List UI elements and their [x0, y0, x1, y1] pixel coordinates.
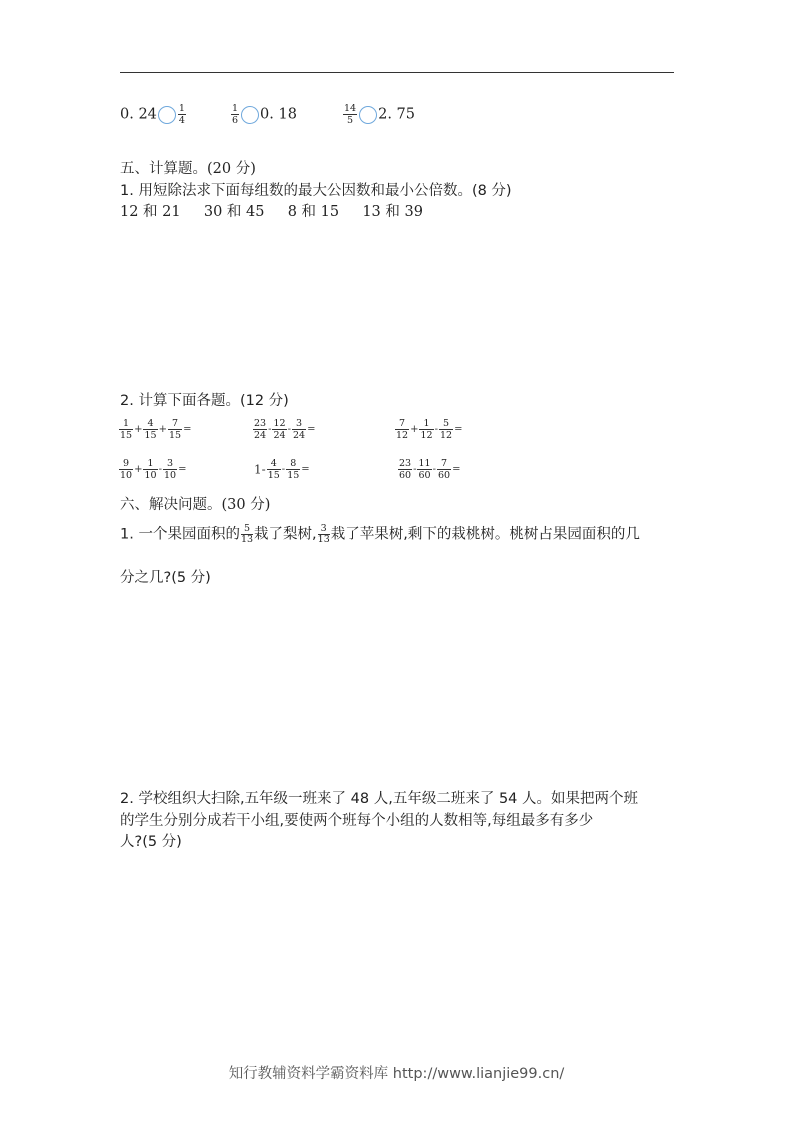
expression-5: 1- $\frac{4}{15}$ - $\frac{8}{15}$ =	[254, 458, 310, 481]
pair-4: 13 和 39	[362, 204, 423, 220]
compare-circle[interactable]	[241, 106, 259, 124]
expression-3: $\frac{7}{12}$ + $\frac{1}{12}$ - $\frac{5}{12}$ =	[396, 418, 463, 441]
pair-1: 12 和 21	[120, 204, 181, 220]
question-5-1: 1. 用短除法求下面每组数的最大公因数和最小公倍数。(8 分)	[120, 183, 512, 199]
compare-left-value: 0. 24	[120, 106, 157, 123]
fraction: $\frac{1}{6}$	[232, 103, 239, 126]
question-6-1-line-1: 1. 一个果园面积的 $\frac{5}{13}$ 栽了梨树, $\frac{3}{13}$ 栽了苹果树,剩下的栽桃树。桃树占果园面积的几	[120, 523, 640, 545]
fraction: $\frac{3}{13}$	[317, 523, 330, 545]
section-5-title: 五、计算题。(20 分)	[120, 161, 256, 177]
section-6-title: 六、解决问题。(30 分)	[120, 497, 271, 513]
compare-right-value: 0. 18	[260, 106, 297, 123]
expression-2: $\frac{23}{24}$ - $\frac{12}{24}$ - $\frac{3}{24}$ =	[254, 418, 316, 441]
compare-item-2	[230, 103, 297, 126]
question-6-1-line-2: 分之几?(5 分)	[120, 570, 211, 586]
expression-1: $\frac{1}{15}$ + $\frac{4}{15}$ + $\frac{7}{15}$ =	[120, 418, 192, 441]
compare-circle[interactable]	[359, 106, 377, 124]
fraction: $\frac{5}{13}$	[240, 523, 254, 545]
footer-watermark: 知行教辅资料学霸资料库 http://www.lianjie99.cn/	[228, 1066, 565, 1082]
top-rule	[120, 72, 674, 73]
question-6-2-line-2: 的学生分别分成若干小组,要使两个班每个小组的人数相等,每组最多有多少	[120, 813, 594, 829]
compare-item-3	[342, 103, 415, 126]
compare-circle[interactable]	[158, 106, 176, 124]
pair-3: 8 和 15	[287, 204, 340, 220]
fraction: $\frac{1}{4}$	[178, 103, 185, 126]
compare-item-1	[120, 103, 187, 126]
pair-2: 30 和 45	[203, 204, 265, 220]
question-5-2: 2. 计算下面各题。(12 分)	[120, 393, 289, 409]
number-pairs	[120, 203, 423, 221]
expression-6: $\frac{23}{60}$ - $\frac{11}{60}$ - $\frac{7}{60}$ =	[399, 458, 461, 481]
expression-4: $\frac{9}{10}$ + $\frac{1}{10}$ - $\frac{3}{10}$ =	[120, 458, 187, 481]
question-6-2-line-1: 2. 学校组织大扫除,五年级一班来了 48 人,五年级二班来了 54 人。如果把两个班	[120, 791, 638, 807]
question-6-2-line-3: 人?(5 分)	[120, 834, 182, 850]
fraction: $\frac{14}{5}$	[344, 103, 357, 126]
compare-right-value: 2. 75	[378, 106, 415, 123]
